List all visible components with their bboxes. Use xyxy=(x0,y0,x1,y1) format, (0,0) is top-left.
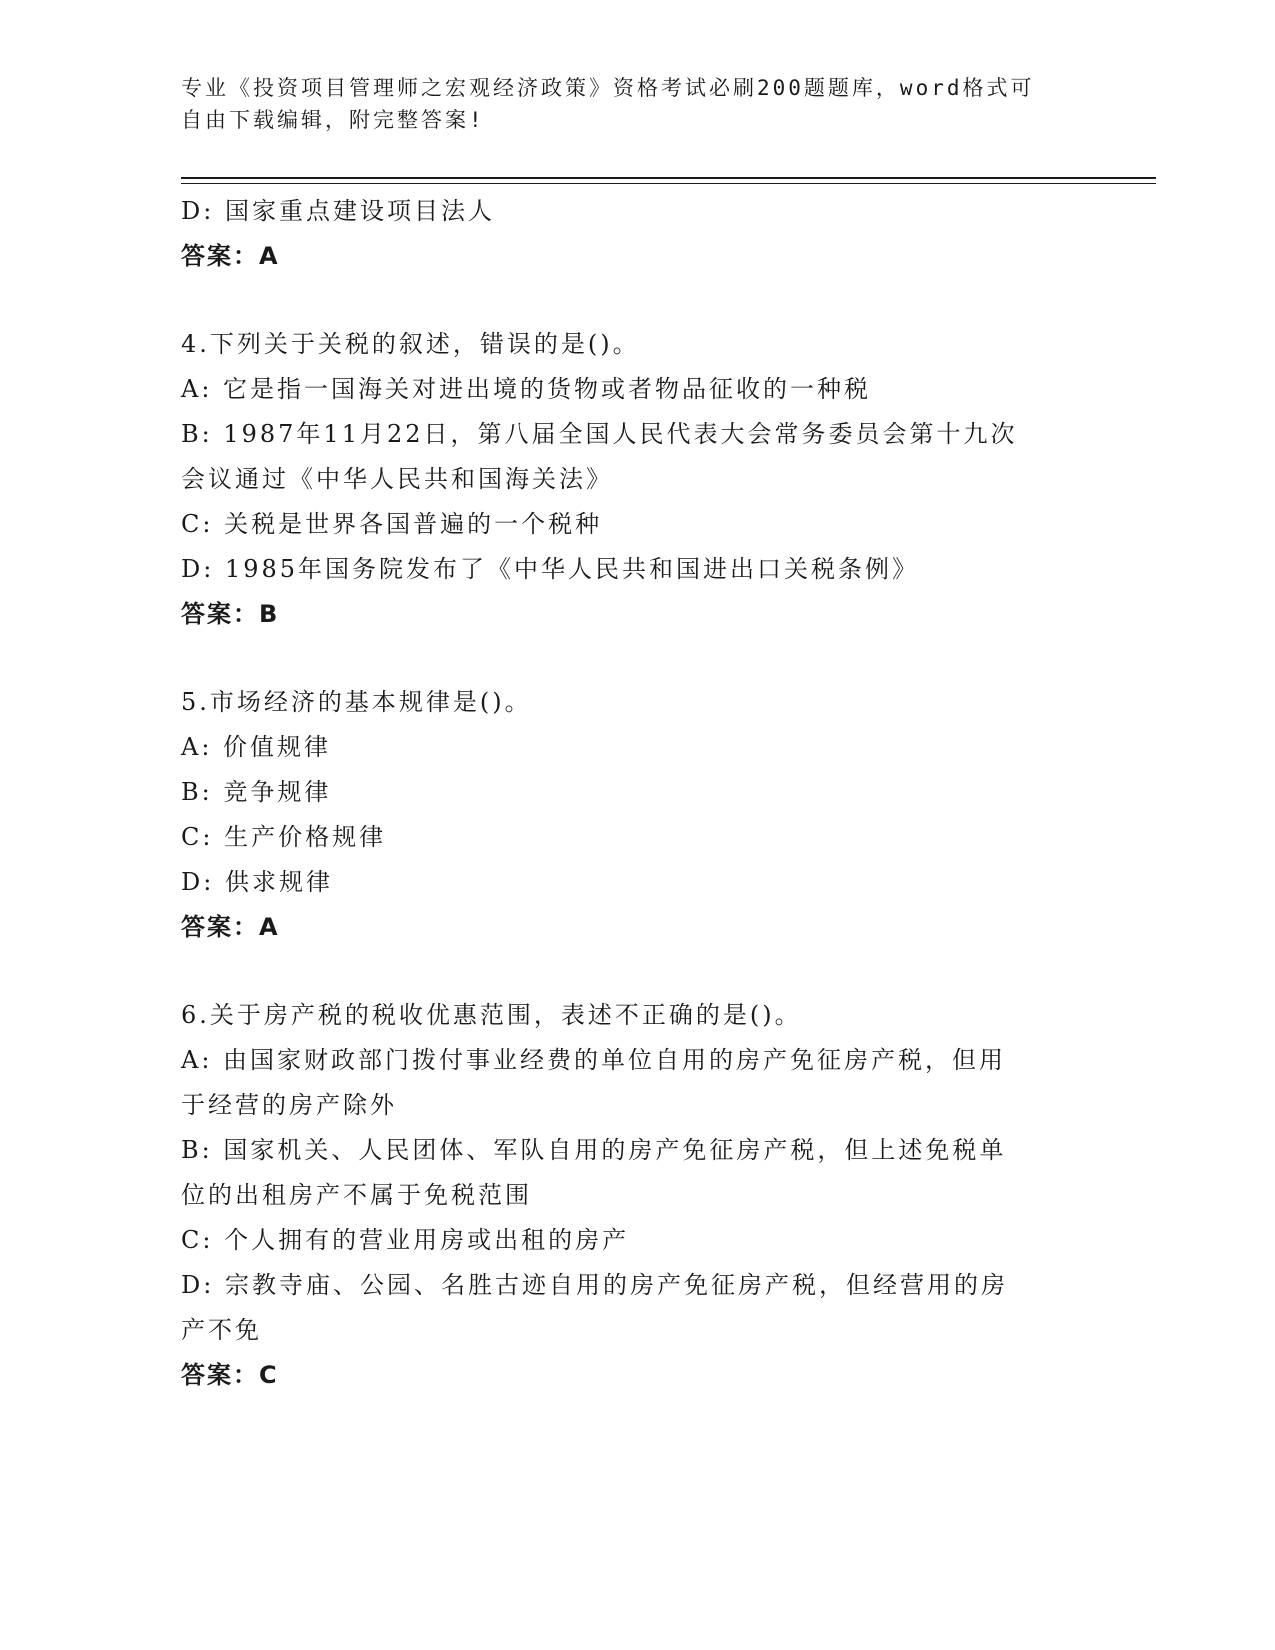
answer-line: 答案：C xyxy=(181,1361,279,1389)
question-content xyxy=(181,189,1081,1398)
option-line: 于经营的房产除外 xyxy=(181,1091,397,1119)
header-divider-thick xyxy=(181,177,1156,179)
option-line: B: 国家机关、人民团体、军队自用的房产免征房产税，但上述免税单 xyxy=(181,1136,1007,1164)
question-stem: 6.关于房产税的税收优惠范围，表述不正确的是()。 xyxy=(181,1001,802,1029)
question-stem: 4.下列关于关税的叙述，错误的是()。 xyxy=(181,330,640,358)
spacer xyxy=(181,637,1081,680)
spacer xyxy=(181,279,1081,322)
option-line: B: 竞争规律 xyxy=(181,778,332,806)
header-divider-thin xyxy=(181,183,1156,184)
option-line: A: 价值规律 xyxy=(181,733,332,761)
option-line: D: 1985年国务院发布了《中华人民共和国进出口关税条例》 xyxy=(181,555,920,583)
answer-line: 答案：A xyxy=(181,913,280,941)
option-line: B: 1987年11月22日，第八届全国人民代表大会常务委员会第十九次 xyxy=(181,420,1018,448)
option-line: D: 供求规律 xyxy=(181,868,333,896)
option-line: C: 关税是世界各国普遍的一个税种 xyxy=(181,510,603,538)
option-line: A: 由国家财政部门拨付事业经费的单位自用的房产免征房产税，但用 xyxy=(181,1046,1007,1074)
option-line: A: 它是指一国海关对进出境的货物或者物品征收的一种税 xyxy=(181,375,872,403)
option-line: D: 国家重点建设项目法人 xyxy=(181,197,495,225)
document-header xyxy=(181,72,1041,136)
option-line: C: 生产价格规律 xyxy=(181,823,387,851)
answer-line: 答案：A xyxy=(181,242,280,270)
option-line: 位的出租房产不属于免税范围 xyxy=(181,1181,532,1209)
option-line: C: 个人拥有的营业用房或出租的房产 xyxy=(181,1226,630,1254)
question-stem: 5.市场经济的基本规律是()。 xyxy=(181,688,532,716)
header-line-1: 专业《投资项目管理师之宏观经济政策》资格考试必刷200题题库，word格式可 xyxy=(181,76,1035,100)
answer-line: 答案：B xyxy=(181,600,280,628)
header-line-2: 自由下载编辑，附完整答案! xyxy=(181,108,485,132)
spacer xyxy=(181,950,1081,993)
option-line: 产不免 xyxy=(181,1316,262,1344)
option-line: D: 宗教寺庙、公园、名胜古迹自用的房产免征房产税，但经营用的房 xyxy=(181,1271,1008,1299)
option-line: 会议通过《中华人民共和国海关法》 xyxy=(181,465,613,493)
